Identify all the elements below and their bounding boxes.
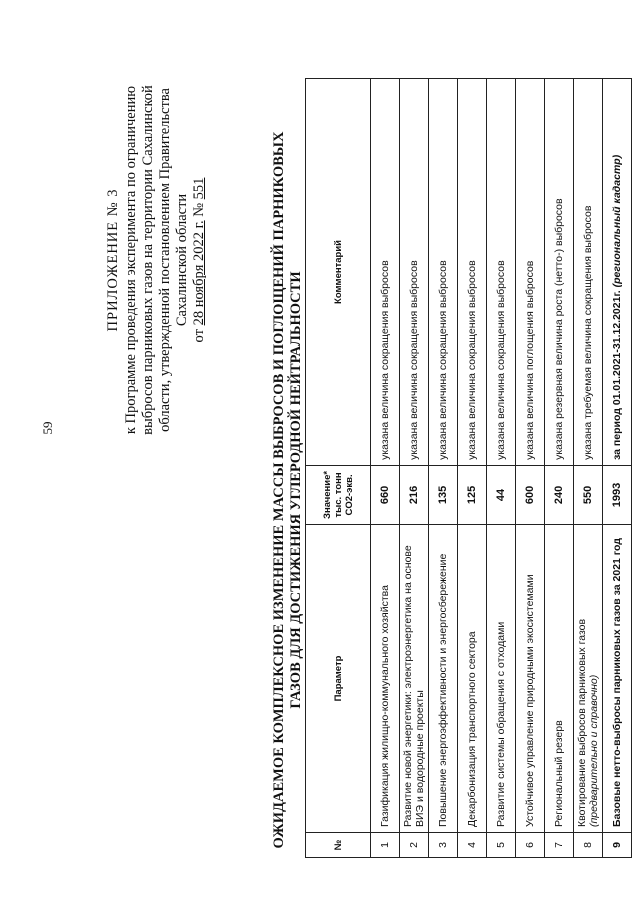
- table-row: [603, 79, 632, 858]
- appendix-line: Сахалинской области: [174, 193, 190, 327]
- row-parameter: [516, 525, 545, 833]
- row-number: 6: [516, 833, 545, 858]
- comment-text: указана величина сокращения выбросов: [495, 260, 507, 460]
- comment-text: указана величина сокращения выбросов: [379, 260, 391, 460]
- table-row: [458, 79, 487, 858]
- decree-number: 551: [191, 177, 207, 200]
- comment-text: указана величина поглощения выбросов: [524, 260, 536, 460]
- table-row: [487, 79, 516, 858]
- row-comment: [574, 79, 603, 466]
- table-row: [429, 79, 458, 858]
- table-row: [400, 79, 429, 858]
- row-value: 240: [545, 465, 574, 524]
- decree-date: 28 ноября 2022 г.: [191, 220, 207, 326]
- parameter-text: Газификация жилищно-коммунального хозяйства: [379, 585, 391, 827]
- date-prefix: от: [191, 325, 207, 343]
- row-parameter: [371, 525, 400, 833]
- header-value: Значение* тыс. тонн CO2-экв.: [306, 465, 371, 524]
- appendix-date-line: [191, 70, 208, 450]
- table-row: [574, 79, 603, 858]
- row-parameter: [429, 525, 458, 833]
- row-parameter: [545, 525, 574, 833]
- row-number: 8: [574, 833, 603, 858]
- row-number: 5: [487, 833, 516, 858]
- parameter-text: Устойчивое управление природными экосистемами: [524, 574, 536, 827]
- row-comment: [458, 79, 487, 466]
- number-prefix: №: [191, 199, 207, 221]
- header-comment: Комментарий: [306, 79, 371, 466]
- row-number: 7: [545, 833, 574, 858]
- comment-text: указана величина сокращения выбросов: [466, 260, 478, 460]
- emissions-table: [305, 78, 632, 858]
- header-num: №: [306, 833, 371, 858]
- row-comment: [545, 79, 574, 466]
- comment-text: указана резервная величина роста (нетто-) выбросов: [553, 198, 565, 460]
- rotated-page-content: [95, 20, 623, 880]
- appendix-line: к Программе проведения эксперимента по ограничению: [123, 85, 139, 435]
- parameter-text: Декарбонизация транспортного сектора: [466, 631, 478, 827]
- comment-text: за период 01.01.2021-31.12.2021г.: [611, 287, 623, 460]
- comment-text: указана требуемая величина сокращения выбросов: [582, 205, 594, 460]
- row-parameter: [603, 525, 632, 833]
- row-value: 550: [574, 465, 603, 524]
- row-value: 660: [371, 465, 400, 524]
- table-row: [516, 79, 545, 858]
- row-comment: [603, 79, 632, 466]
- parameter-text: Базовые нетто-выбросы парниковых газов за 2021 год: [611, 538, 623, 827]
- row-comment: [400, 79, 429, 466]
- row-comment: [487, 79, 516, 466]
- parameter-text: Квотирование выбросов парниковых газов: [576, 618, 588, 827]
- row-value: 125: [458, 465, 487, 524]
- row-comment: [429, 79, 458, 466]
- comment-text: указана величина сокращения выбросов: [437, 260, 449, 460]
- page-number: 59: [40, 421, 55, 435]
- row-parameter: [574, 525, 603, 833]
- comment-text: указана величина сокращения выбросов: [408, 260, 420, 460]
- row-value: 135: [429, 465, 458, 524]
- row-number: 9: [603, 833, 632, 858]
- parameter-text: Региональный резерв: [553, 720, 565, 827]
- main-title: ОЖИДАЕМОЕ КОМПЛЕКСНОЕ ИЗМЕНЕНИЕ МАССЫ ВЫБРОСОВ И ПОГЛОЩЕНИЙ ПАРНИКОВЫХ ГАЗОВ ДЛЯ ДОСТИЖЕНИЯ УГЛЕРОДНОЙ НЕЙТРАЛЬНОСТИ: [271, 131, 304, 849]
- table-row: [371, 79, 400, 858]
- appendix-line: области, утвержденной постановлением Правительства: [157, 88, 173, 432]
- appendix-line: выбросов парниковых газов на территории Сахалинской: [140, 85, 156, 435]
- row-comment: [516, 79, 545, 466]
- header-param: Параметр: [306, 525, 371, 833]
- row-value: 44: [487, 465, 516, 524]
- appendix-title: ПРИЛОЖЕНИЕ № 3: [105, 188, 121, 332]
- row-parameter: [458, 525, 487, 833]
- row-value: 216: [400, 465, 429, 524]
- parameter-text: Повышение энергоэффективности и энергосбережение: [437, 553, 449, 827]
- row-number: 1: [371, 833, 400, 858]
- parameter-text: Развитие новой энергетики: электроэнергетика на основе ВИЭ и водородные проекты: [402, 545, 426, 827]
- parameter-text: Развитие системы обращения с отходами: [495, 621, 507, 827]
- row-number: 3: [429, 833, 458, 858]
- table-header-row: [306, 79, 371, 858]
- row-number: 2: [400, 833, 429, 858]
- row-comment: [371, 79, 400, 466]
- row-parameter: [400, 525, 429, 833]
- row-parameter: [487, 525, 516, 833]
- row-value: 1993: [603, 465, 632, 524]
- parameter-note: (предварительно и справочно): [588, 674, 600, 827]
- table-row: [545, 79, 574, 858]
- appendix-block: [105, 70, 208, 450]
- row-value: 600: [516, 465, 545, 524]
- comment-note: (региональный кадастр): [611, 154, 623, 288]
- row-number: 4: [458, 833, 487, 858]
- table-body: [371, 79, 632, 858]
